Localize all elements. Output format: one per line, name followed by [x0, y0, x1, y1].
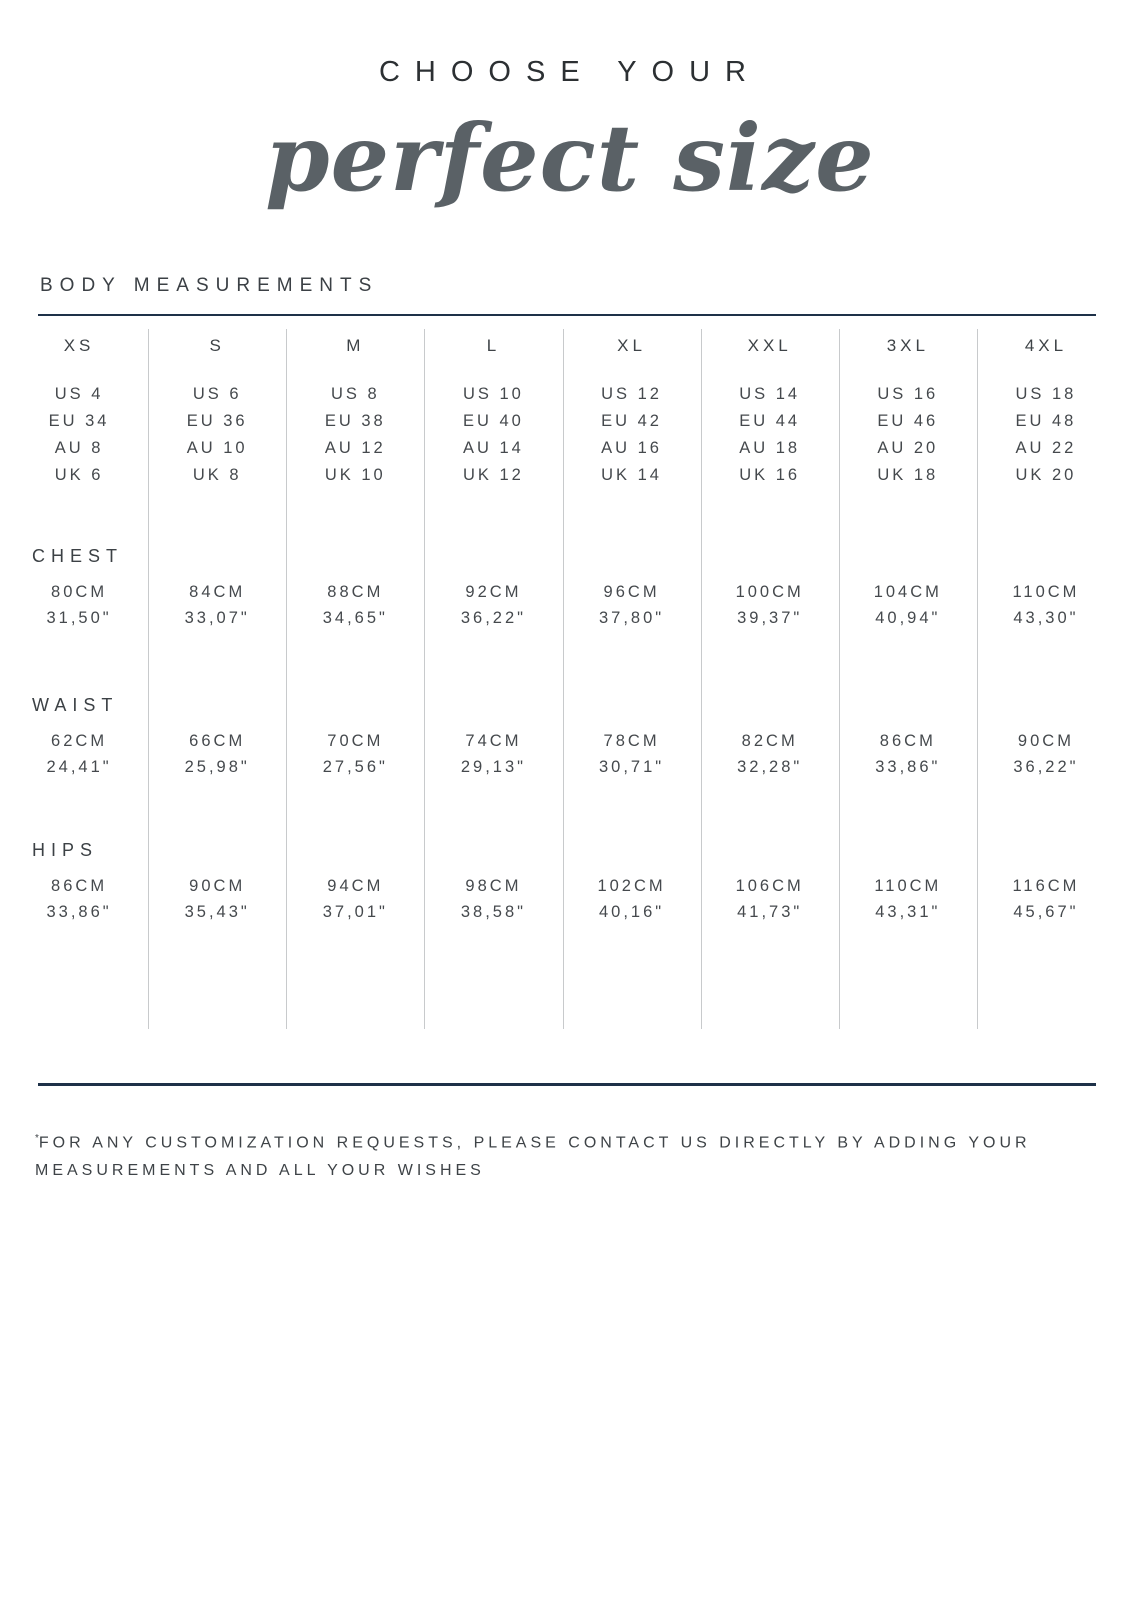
measurement-cell	[977, 728, 1115, 780]
size-us: US 6	[192, 385, 242, 403]
sizes-cell	[563, 381, 701, 489]
measurement-in: 24,41"	[46, 758, 112, 776]
row-label-waist: WAIST	[32, 695, 119, 715]
measurement-cell	[148, 579, 286, 631]
measurement-cell	[839, 728, 977, 780]
measurement-cell	[701, 579, 839, 631]
measurement-cm: 92CM	[465, 583, 522, 601]
size-uk: UK 8	[192, 466, 242, 484]
size-au: AU 14	[463, 439, 524, 457]
measurement-cm: 98CM	[465, 877, 522, 895]
measurement-in: 37,80"	[598, 609, 665, 627]
size-us: US 16	[877, 385, 939, 403]
footer-rule	[38, 1083, 1096, 1086]
measurement-cm: 90CM	[1017, 732, 1074, 750]
measurement-cm: 84CM	[189, 583, 246, 601]
sizes-cell	[424, 381, 562, 489]
sizes-cell	[148, 381, 286, 489]
measurement-in: 25,98"	[184, 758, 250, 776]
measurement-cell	[424, 728, 562, 780]
measurement-in: 40,16"	[598, 903, 665, 921]
measurement-in: 41,73"	[737, 903, 803, 921]
size-us: US 8	[330, 385, 380, 403]
measurement-cm: 82CM	[741, 732, 798, 750]
measurement-in: 45,67"	[1013, 903, 1079, 921]
measurement-cell	[10, 873, 148, 925]
measurement-in: 43,31"	[875, 903, 941, 921]
size-us: US 14	[739, 385, 801, 403]
measurement-cm: 86CM	[879, 732, 936, 750]
column-header-s: S	[209, 336, 225, 355]
column-header-3xl: 3XL	[886, 336, 929, 355]
measurement-cm: 62CM	[51, 732, 108, 750]
measurement-in: 36,22"	[1013, 758, 1079, 776]
size-uk: UK 6	[54, 466, 104, 484]
measurement-cm: 100CM	[735, 583, 804, 601]
size-us: US 4	[54, 385, 104, 403]
measurement-in: 36,22"	[460, 609, 527, 627]
size-uk: UK 10	[324, 466, 386, 484]
measurement-in: 38,58"	[460, 903, 527, 921]
column-header-xxl: XXL	[747, 336, 792, 355]
customization-footnote	[35, 1125, 1045, 1185]
measurement-cm: 66CM	[189, 732, 246, 750]
measurement-in: 31,50"	[46, 609, 112, 627]
measurement-cell	[701, 873, 839, 925]
measurement-cell	[977, 579, 1115, 631]
measurement-in: 27,56"	[322, 758, 388, 776]
column-divider	[701, 329, 702, 1029]
measurement-cell	[286, 873, 424, 925]
measurement-cell	[10, 728, 148, 780]
measurement-cm: 70CM	[327, 732, 384, 750]
size-eu: EU 46	[877, 412, 939, 430]
column-header-xs: XS	[63, 336, 95, 355]
measurement-cm: 80CM	[51, 583, 108, 601]
measurement-in: 30,71"	[598, 758, 665, 776]
measurement-cm: 102CM	[597, 877, 666, 895]
measurement-cell	[701, 728, 839, 780]
size-us: US 10	[463, 385, 524, 403]
size-au: AU 16	[601, 439, 662, 457]
measurement-cell	[424, 579, 562, 631]
column-header-m: M	[346, 336, 365, 355]
size-eu: EU 44	[739, 412, 801, 430]
body-measurements-table	[10, 329, 1115, 1029]
measurement-cm: 96CM	[603, 583, 660, 601]
measurement-cm: 104CM	[873, 583, 942, 601]
column-header-l: L	[486, 336, 501, 355]
size-au: AU 8	[54, 439, 104, 457]
sizes-cell	[701, 381, 839, 489]
row-label-hips: HIPS	[32, 840, 99, 860]
size-uk: UK 18	[877, 466, 939, 484]
sizes-cell	[286, 381, 424, 489]
measurement-in: 40,94"	[875, 609, 941, 627]
measurement-cm: 106CM	[735, 877, 804, 895]
size-eu: EU 40	[463, 412, 524, 430]
size-eu: EU 42	[601, 412, 662, 430]
measurement-cell	[286, 728, 424, 780]
measurement-in: 33,07"	[184, 609, 250, 627]
measurement-in: 29,13"	[460, 758, 527, 776]
size-eu: EU 48	[1015, 412, 1077, 430]
measurement-cm: 78CM	[603, 732, 660, 750]
size-us: US 12	[601, 385, 662, 403]
measurement-in: 34,65"	[322, 609, 388, 627]
column-header-4xl: 4XL	[1024, 336, 1068, 355]
measurement-in: 33,86"	[875, 758, 941, 776]
size-au: AU 18	[739, 439, 801, 457]
size-uk: UK 20	[1015, 466, 1077, 484]
size-eu: EU 38	[324, 412, 386, 430]
size-us: US 18	[1015, 385, 1077, 403]
column-divider	[977, 329, 978, 1029]
page-title-script: perfect size	[265, 104, 875, 212]
measurement-cell	[839, 579, 977, 631]
size-au: AU 20	[877, 439, 939, 457]
page-title-kicker: CHOOSE YOUR	[378, 56, 761, 88]
measurement-cm: 74CM	[465, 732, 522, 750]
size-uk: UK 16	[739, 466, 801, 484]
size-au: AU 10	[186, 439, 248, 457]
size-uk: UK 12	[463, 466, 524, 484]
size-eu: EU 36	[186, 412, 248, 430]
measurement-cm: 110CM	[874, 877, 942, 895]
measurement-cell	[563, 873, 701, 925]
measurement-cm: 116CM	[1012, 877, 1080, 895]
footnote-asterisk: *	[35, 1133, 39, 1144]
column-divider	[424, 329, 425, 1029]
column-header-xl: XL	[617, 336, 646, 355]
measurement-cell	[563, 728, 701, 780]
section-heading: BODY MEASUREMENTS	[40, 275, 379, 296]
measurement-cell	[148, 873, 286, 925]
column-divider	[286, 329, 287, 1029]
size-au: AU 22	[1015, 439, 1077, 457]
measurement-cell	[148, 728, 286, 780]
row-label-chest: CHEST	[32, 546, 124, 566]
measurement-in: 33,86"	[46, 903, 112, 921]
size-uk: UK 14	[601, 466, 662, 484]
measurement-in: 37,01"	[322, 903, 388, 921]
measurement-cm: 90CM	[189, 877, 246, 895]
measurement-cell	[10, 579, 148, 631]
measurement-cm: 94CM	[327, 877, 384, 895]
column-divider	[839, 329, 840, 1029]
size-au: AU 12	[324, 439, 386, 457]
sizes-cell	[10, 381, 148, 489]
column-divider	[563, 329, 564, 1029]
measurement-cm: 88CM	[327, 583, 384, 601]
sizes-cell	[977, 381, 1115, 489]
size-eu: EU 34	[48, 412, 110, 430]
column-divider	[148, 329, 149, 1029]
measurement-cm: 86CM	[51, 877, 108, 895]
measurement-cm: 110CM	[1012, 583, 1080, 601]
heading-rule	[38, 314, 1096, 316]
measurement-cell	[424, 873, 562, 925]
measurement-cell	[977, 873, 1115, 925]
measurement-in: 32,28"	[737, 758, 803, 776]
measurement-in: 39,37"	[737, 609, 803, 627]
measurement-cell	[839, 873, 977, 925]
measurement-cell	[563, 579, 701, 631]
footnote-text: FOR ANY CUSTOMIZATION REQUESTS, PLEASE CONTACT US DIRECTLY BY ADDING YOUR MEASUREMENTS AND ALL YOUR WISHES	[35, 1134, 1031, 1180]
sizes-cell	[839, 381, 977, 489]
measurement-cell	[286, 579, 424, 631]
measurement-in: 43,30"	[1013, 609, 1079, 627]
measurement-in: 35,43"	[184, 903, 250, 921]
